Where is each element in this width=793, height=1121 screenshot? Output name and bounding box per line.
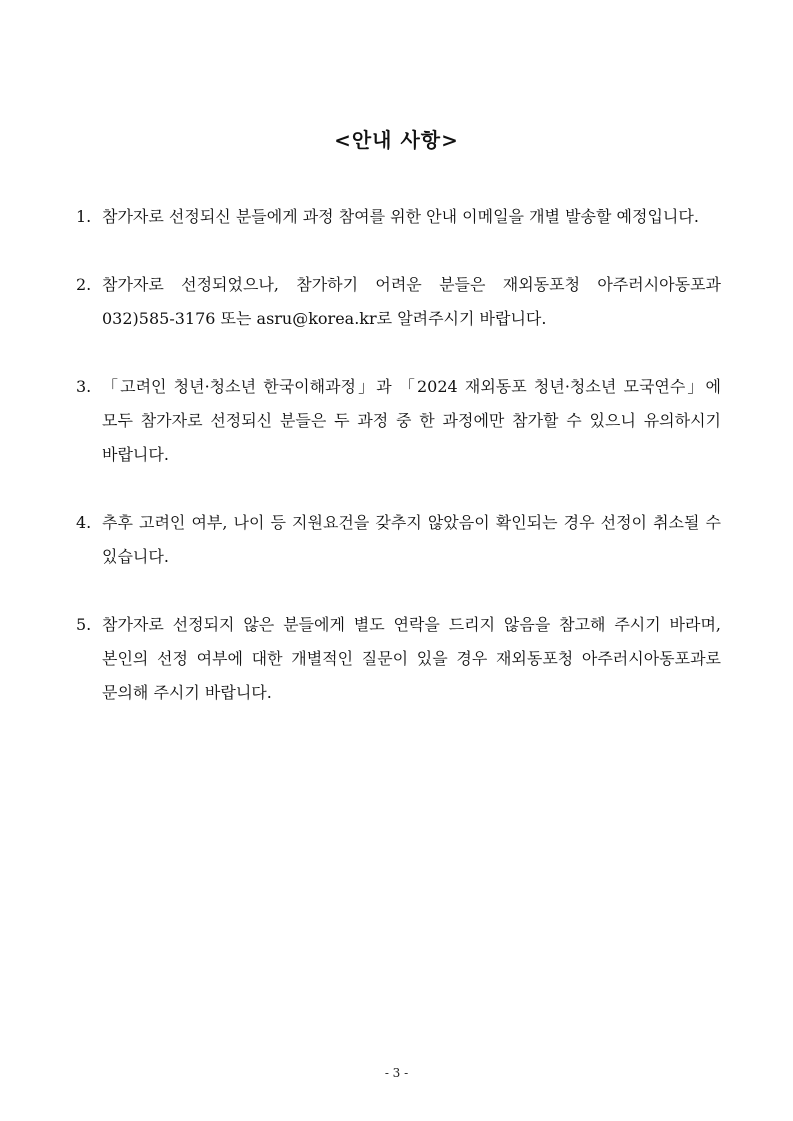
list-item [76, 370, 721, 472]
list-item [76, 268, 721, 336]
page-title: <안내 사항> [334, 128, 459, 152]
item-text: 「고려인 청년·청소년 한국이해과정」과 「2024 재외동포 청년·청소년 모국연수」에 모두 참가자로 선정되신 분들은 두 과정 중 한 과정에만 참가할 수 있으니 유의하시기 바랍니다. [102, 377, 721, 464]
item-text: 참가자로 선정되신 분들에게 과정 참여를 위한 안내 이메일을 개별 발송할 예정입니다. [102, 207, 699, 226]
item-number: 3. [76, 377, 92, 396]
page-number: - 3 - [384, 1066, 409, 1080]
notice-list [76, 200, 721, 744]
item-number: 5. [76, 615, 92, 634]
list-item [76, 506, 721, 574]
item-number: 4. [76, 513, 92, 532]
item-text: 참가자로 선정되었으나, 참가하기 어려운 분들은 재외동포청 아주러시아동포과 032)585-3176 또는 asru@korea.kr로 알려주시기 바랍니다. [102, 275, 721, 328]
item-number: 1. [76, 207, 92, 226]
item-text: 참가자로 선정되지 않은 분들에게 별도 연락을 드리지 않음을 참고해 주시기 바라며, 본인의 선정 여부에 대한 개별적인 질문이 있을 경우 재외동포청 아주러시아동포과로 문의해 주시기 바랍니다. [102, 615, 721, 702]
list-item [76, 608, 721, 710]
item-text: 추후 고려인 여부, 나이 등 지원요건을 갖추지 않았음이 확인되는 경우 선정이 취소될 수 있습니다. [102, 513, 721, 566]
list-item [76, 200, 721, 234]
item-number: 2. [76, 275, 92, 294]
